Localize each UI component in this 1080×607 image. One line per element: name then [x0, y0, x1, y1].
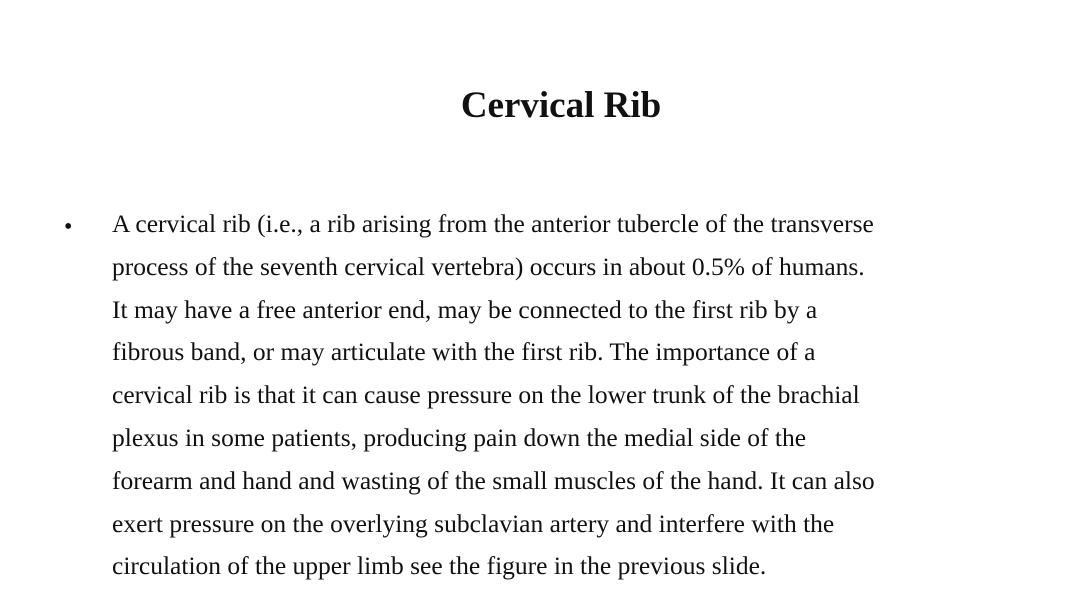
paragraph-line: fibrous band, or may articulate with the first rib. The importance of a [112, 337, 816, 367]
paragraph-line: It may have a free anterior end, may be connected to the first rib by a [112, 294, 818, 324]
paragraph-line: cervical rib is that it can cause pressure on the lower trunk of the brachial [112, 380, 860, 410]
paragraph-line: exert pressure on the overlying subclavian artery and interfere with the [112, 508, 835, 538]
bullet-marker: • [64, 214, 73, 240]
paragraph-line: circulation of the upper limb see the figure in the previous slide. [112, 551, 767, 581]
paragraph-line: forearm and hand and wasting of the small muscles of the hand. It can also [112, 465, 875, 495]
slide-title: Cervical Rib [460, 85, 662, 126]
paragraph-line: A cervical rib (i.e., a rib arising from the anterior tubercle of the transverse [112, 209, 874, 238]
bullet-paragraph [112, 203, 1080, 588]
paragraph-line: plexus in some patients, producing pain down the medial side of the [112, 422, 807, 452]
paragraph-line: process of the seventh cervical vertebra) occurs in about 0.5% of humans. [112, 251, 865, 281]
